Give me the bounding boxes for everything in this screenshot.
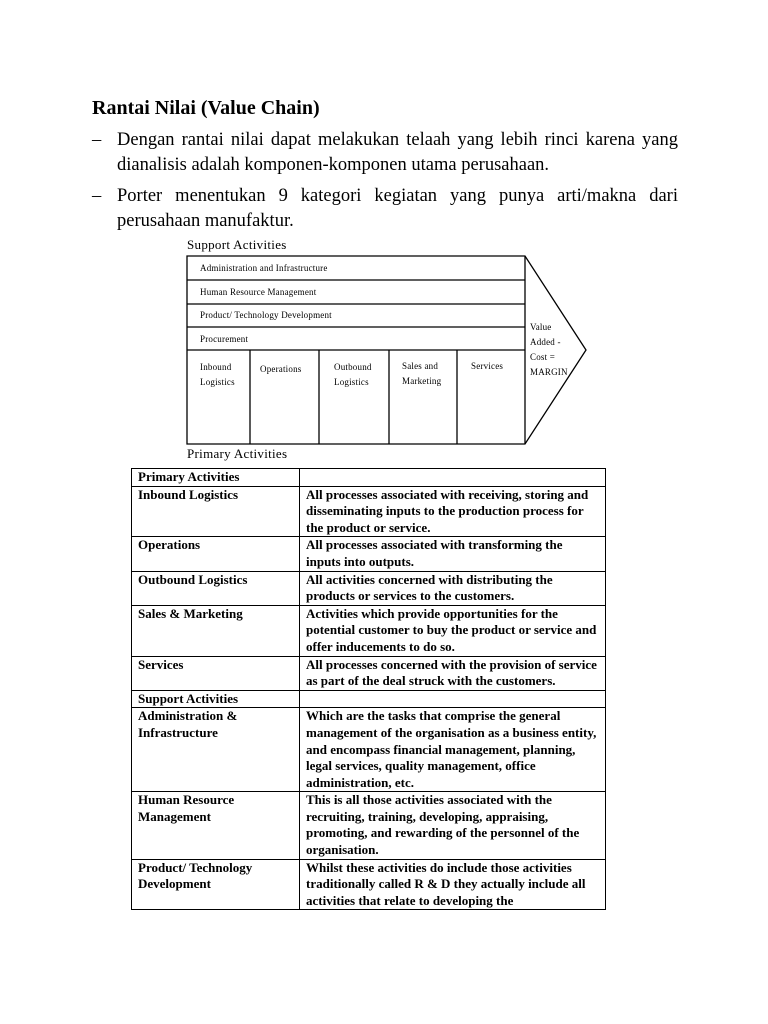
activity-name-cell: Primary Activities [132,469,300,487]
activity-name-cell: Support Activities [132,690,300,708]
margin-line: MARGIN [530,367,568,377]
table-row [132,859,606,910]
page-title: Rantai Nilai (Value Chain) [92,97,320,119]
activity-name-cell: Services [132,656,300,690]
table-row [132,690,606,708]
activity-name-cell: Operations [132,537,300,571]
activity-description-cell: All activities concerned with distributing the products or services to the customers. [300,571,606,605]
primary-col-line: Logistics [200,377,235,387]
margin-line: Cost = [530,352,556,362]
primary-activities-label: Primary Activities [187,446,288,461]
activities-table [131,468,606,910]
table-row [132,656,606,690]
activity-name-cell: Product/ Technology Development [132,859,300,910]
activity-name-cell: Outbound Logistics [132,571,300,605]
activity-description-cell: All processes associated with receiving, storing and disseminating inputs to the production process for the product or service. [300,486,606,537]
table-row [132,792,606,859]
table-row [132,537,606,571]
support-row-procurement: Procurement [200,334,249,344]
activity-description-cell: All processes associated with transforming the inputs into outputs. [300,537,606,571]
activity-description-cell: Whilst these activities do include those activities traditionally called R & D they actually include all activities that relate to developing the [300,859,606,910]
margin-line: Added - [530,337,561,347]
support-activities-label: Support Activities [187,237,287,252]
primary-col-line: Services [471,361,504,371]
bullet-dash: – [92,186,102,206]
bullet-text: Porter menentukan 9 kategori kegiatan yang punya arti/makna dari perusahaan manufaktur. [117,186,678,231]
support-row-tech: Product/ Technology Development [200,310,332,320]
primary-col-line: Outbound [334,362,372,372]
activity-name-cell: Sales & Marketing [132,605,300,656]
support-row-hrm: Human Resource Management [200,287,317,297]
activity-description-cell: Activities which provide opportunities for the potential customer to buy the product or service and offer inducements to do so. [300,605,606,656]
activity-description-cell: All processes concerned with the provision of service as part of the deal struck with the customers. [300,656,606,690]
table-row [132,486,606,537]
activity-name-cell: Human Resource Management [132,792,300,859]
primary-col-line: Inbound [200,362,232,372]
margin-line: Value [530,322,552,332]
activity-description-cell: Which are the tasks that comprise the general management of the organisation as a business entity, and encompass financial management, planning, legal services, quality management, office administration, etc. [300,708,606,792]
primary-col-line: Marketing [402,376,442,386]
bullet-text: Dengan rantai nilai dapat melakukan telaah yang lebih rinci karena yang dianalisis adalah komponen-komponen utama perusahaan. [117,130,678,175]
table-row [132,605,606,656]
primary-col-line: Sales and [402,361,439,371]
activity-name-cell: Inbound Logistics [132,486,300,537]
activity-description-cell [300,469,606,487]
table-row [132,708,606,792]
activity-description-cell: This is all those activities associated with the recruiting, training, developing, appraising, promoting, and rewarding of the personnel of the organisation. [300,792,606,859]
bullet-dash: – [92,130,102,150]
table-row [132,571,606,605]
support-row-admin: Administration and Infrastructure [200,263,328,273]
table-row [132,469,606,487]
activity-name-cell: Administration & Infrastructure [132,708,300,792]
activity-description-cell [300,690,606,708]
primary-col-line: Operations [260,364,302,374]
primary-col-line: Logistics [334,377,369,387]
